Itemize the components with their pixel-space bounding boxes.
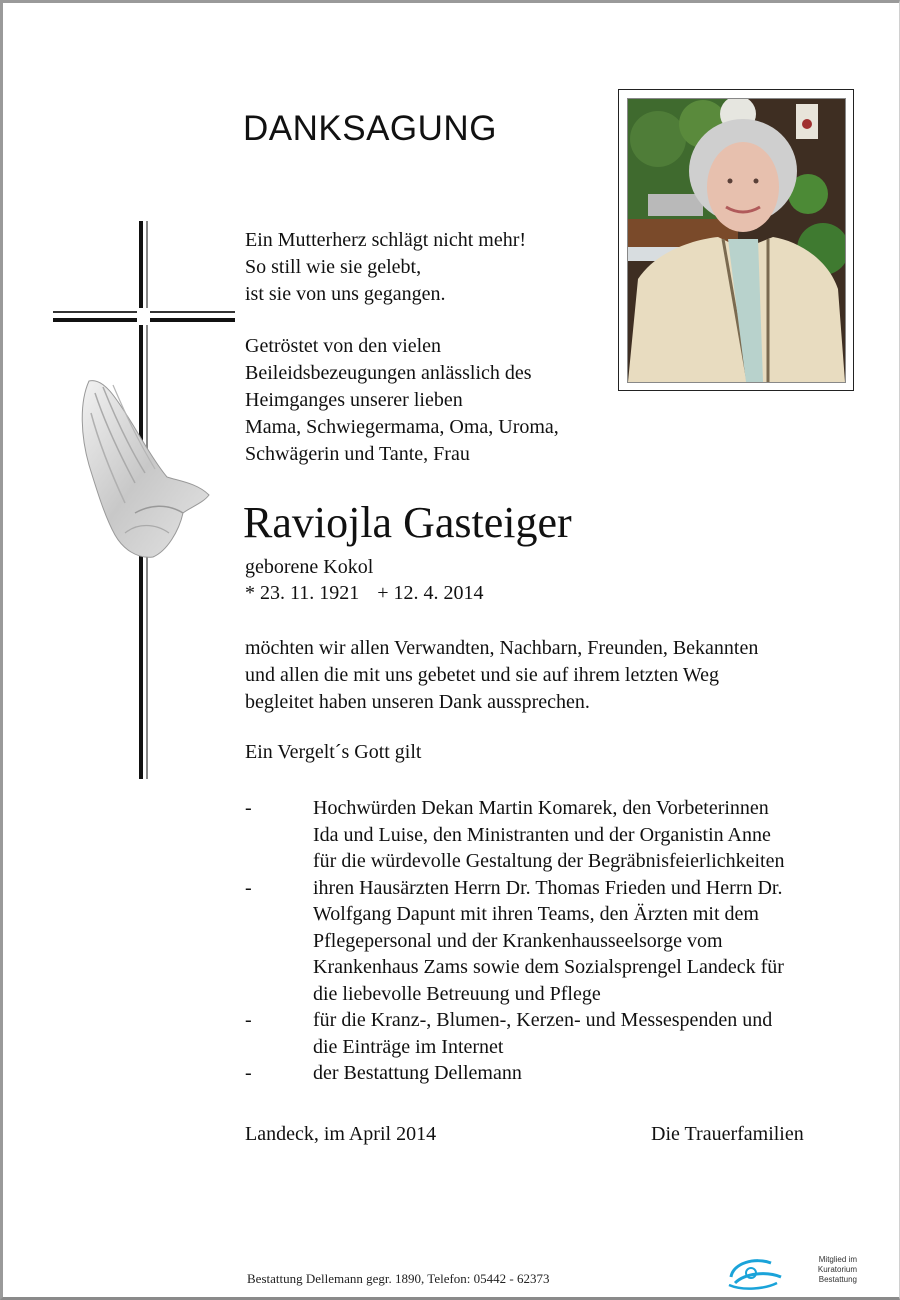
thanks-line: begleitet haben unseren Dank aussprechen. bbox=[245, 691, 590, 713]
death-date: + 12. 4. 2014 bbox=[377, 582, 484, 604]
praying-hands-icon bbox=[75, 373, 215, 563]
logo-text bbox=[785, 1255, 857, 1285]
list-marker: - bbox=[245, 1062, 252, 1084]
list-item-line: die Einträge im Internet bbox=[313, 1035, 504, 1058]
signature: Die Trauerfamilien bbox=[651, 1123, 804, 1145]
poem-line: So still wie sie gelebt, bbox=[245, 256, 422, 278]
kuratorium-logo bbox=[725, 1251, 865, 1291]
thanks-line: möchten wir allen Verwandten, Nachbarn, Freunden, Bekannten bbox=[245, 637, 759, 659]
list-item bbox=[245, 1060, 785, 1087]
list-item-line: Pflegepersonal und der Krankenhausseelsorge vom bbox=[313, 929, 723, 952]
list-marker: - bbox=[245, 797, 252, 819]
portrait-photo bbox=[627, 98, 846, 383]
thanks-list bbox=[245, 795, 785, 1087]
place-date: Landeck, im April 2014 bbox=[245, 1123, 437, 1145]
footer-contact: Bestattung Dellemann gegr. 1890, Telefon: 05442 - 62373 bbox=[247, 1271, 550, 1286]
list-item-line: Hochwürden Dekan Martin Komarek, den Vorbeterinnen bbox=[313, 797, 769, 819]
logo-line: Kuratorium Bestattung bbox=[817, 1265, 857, 1284]
list-item bbox=[245, 795, 785, 875]
life-dates bbox=[245, 580, 484, 606]
poem-line: ist sie von uns gegangen. bbox=[245, 283, 446, 305]
list-item bbox=[245, 1007, 785, 1060]
intro-paragraph bbox=[245, 333, 559, 468]
list-item-line: die liebevolle Betreuung und Pflege bbox=[313, 982, 601, 1005]
deceased-name: Raviojla Gasteiger bbox=[243, 498, 572, 547]
list-marker: - bbox=[245, 1009, 252, 1031]
list-item bbox=[245, 875, 785, 1008]
intro-line: Heimganges unserer lieben bbox=[245, 389, 463, 411]
thanks-line: und allen die mit uns gebetet und sie auf ihrem letzten Weg bbox=[245, 664, 719, 686]
birth-date: * 23. 11. 1921 bbox=[245, 582, 360, 604]
maiden-name: geborene Kokol bbox=[245, 556, 374, 578]
intro-line: Getröstet von den vielen bbox=[245, 335, 442, 357]
list-item-line: der Bestattung Dellemann bbox=[313, 1062, 522, 1084]
intro-line: Beileidsbezeugungen anlässlich des bbox=[245, 362, 532, 384]
portrait-photo-frame bbox=[618, 89, 854, 391]
poem-verse bbox=[245, 227, 526, 308]
vergelt-heading: Ein Vergelt´s Gott gilt bbox=[245, 741, 422, 763]
poem-line: Ein Mutterherz schlägt nicht mehr! bbox=[245, 229, 527, 251]
list-item-line: für die würdevolle Gestaltung der Begräbnisfeierlichkeiten bbox=[313, 850, 785, 872]
list-item-line: ihren Hausärzten Herrn Dr. Thomas Frieden und Herrn Dr. bbox=[313, 876, 783, 899]
list-item-line: für die Kranz-, Blumen-, Kerzen- und Messespenden und bbox=[313, 1009, 773, 1031]
list-item-line: Krankenhaus Zams sowie dem Sozialsprengel Landeck für bbox=[313, 956, 784, 978]
intro-line: Mama, Schwiegermama, Oma, Uroma, bbox=[245, 416, 559, 438]
thanks-paragraph bbox=[245, 635, 758, 716]
page-title: DANKSAGUNG bbox=[243, 109, 497, 148]
list-item-line: Wolfgang Dapunt mit ihren Teams, den Ärzten mit dem bbox=[313, 903, 759, 925]
intro-line: Schwägerin und Tante, Frau bbox=[245, 443, 470, 465]
logo-line: Mitglied im bbox=[818, 1255, 857, 1264]
list-marker: - bbox=[245, 876, 252, 899]
list-item-line: Ida und Luise, den Ministranten und der Organistin Anne bbox=[313, 823, 771, 846]
